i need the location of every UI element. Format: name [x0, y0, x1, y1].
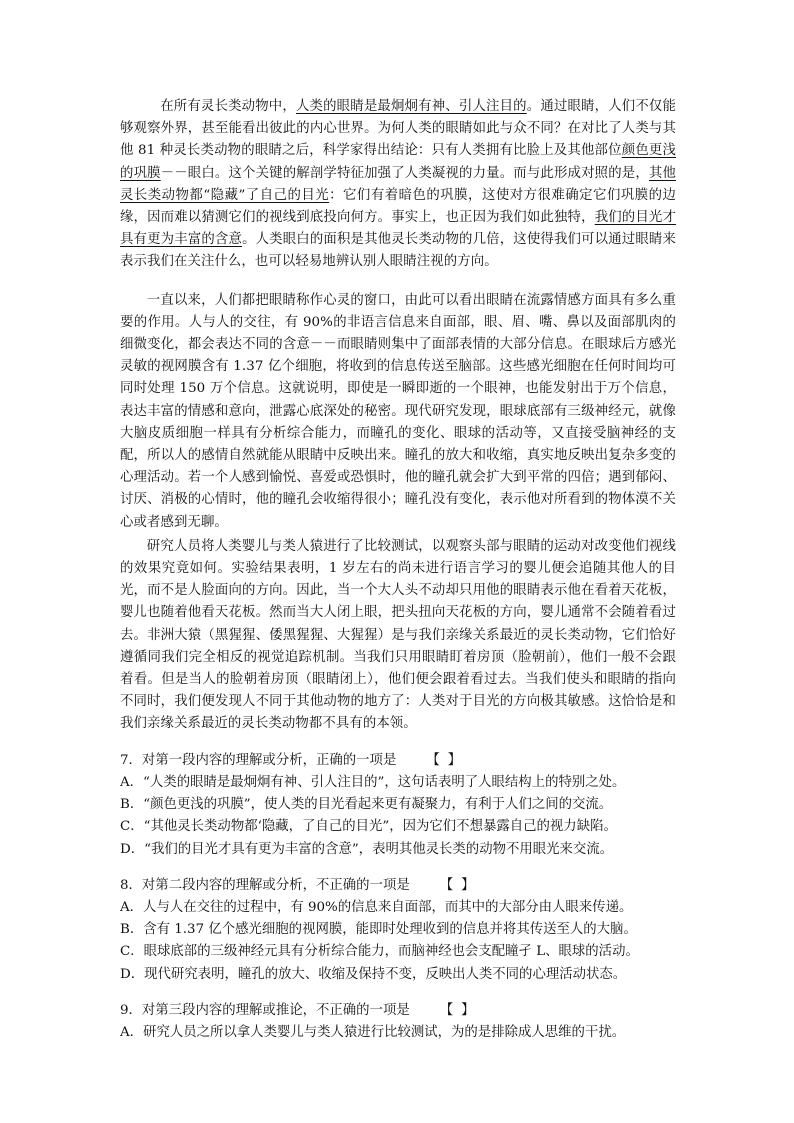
- answer-bracket: 【】: [426, 752, 470, 768]
- passage-paragraph-3: 研究人员将人类婴儿与类人猿进行了比较测试，以观察头部与眼睛的运动对改变他们视线的效果究竟如何。实验结果表明，1 岁左右的尚未进行语言学习的婴儿便会追随其他人的目光，而不是人脸面向的方向。因此，当一个大人头不动却只用他的眼睛表示他在看着天花板，婴儿也随着他看天花板。然而当大人闭上眼，把头扭向天花板的方向，婴儿通常不会随着看过去。非洲大猿（黑猩猩、倭黑猩猩、大猩猩）是与我们亲缘关系最近的灵长类动物，它们恰好遵循同我们完全相反的视觉追踪机制。当我们只用眼睛盯着房顶（脸朝前），他们一般不会跟着看。但是当人的脸朝着房顶（眼睛闭上），他们便会跟着看过去。当我们使头和眼睛的指向不同时，我们便发现人不同于其他动物的地方了：人类对于目光的方向极其敏感。这恰恰是和我们亲缘关系最近的灵长类动物都不具有的本领。: [120, 538, 676, 732]
- p1-text-2: 。通过眼睛，人们不仅能够观察外界，甚至能看出彼此的内心世界。为何人类的眼睛如此与众不同？在对比了人类与其他 81 种灵长类动物的眼睛之后，科学家得出结论：只有人类拥有比脸上及其他部位: [120, 99, 676, 159]
- question-stem: [120, 875, 676, 897]
- answer-bracket: 【】: [439, 877, 483, 893]
- option-c: C．“其他灵长类动物都‘隐藏，了自己的目光”，因为它们不想暴露自己的视力缺陷。: [120, 819, 617, 835]
- p1-text-1: 在所有灵长类动物中，: [160, 99, 296, 114]
- option-b: B．“颜色更浅的巩膜”，使人类的目光看起来更有凝聚力，有利于人们之间的交流。: [120, 797, 613, 813]
- document-page: [120, 96, 676, 1044]
- option-b: B．含有 1.37 亿个感光细胞的视网膜，能即时处理收到的信息并将其传送至人的大脑。: [120, 922, 637, 938]
- passage-paragraph-1: [120, 96, 676, 274]
- question-stem: [120, 750, 676, 772]
- question-9: [120, 1000, 676, 1044]
- p1-text-5: 。人类眼白的面积是其他灵长类动物的几倍，这使得我们可以通过眼睛来表示我们在关注什么，也可以轻易地辨认别人眼睛注视的方向。: [120, 232, 676, 270]
- answer-bracket: 【】: [439, 1002, 483, 1018]
- question-7: [120, 750, 676, 861]
- option-c: C．眼球底部的三级神经元具有分析综合能力，而脑神经也会支配瞳孑 L、眼球的活动。: [120, 944, 639, 960]
- question-stem-text: 9．对第三段内容的理解或推论，不正确的一项是: [120, 1002, 410, 1018]
- question-stem-text: 8．对第二段内容的理解或分析，不正确的一项是: [120, 877, 410, 893]
- question-stem: [120, 1000, 676, 1022]
- passage-paragraph-2: 一直以来，人们都把眼睛称作心灵的窗口，由此可以看出眼睛在流露情感方面具有多么重要的作用。人与人的交往，有 90%的非语言信息来自面部，眼、眉、嘴、鼻以及面部肌肉的细微变化，都会表达不同的含意－－而眼睛则集中了面部表情的大部分信息。在眼球后方感光灵敏的视网膜含有 1.37 亿个细胞，将收到的信息传送至脑部。这些感光细胞在任何时间均可同时处理 150 万个信息。这就说明，即使是一瞬即逝的一个眼神，也能发射出于万个信息，表达丰富的情感和意向，泄露心底深处的秘密。现代研究发现，眼球底部有三级神经元，就像大脑皮质细胞一样具有分析综合能力，而瞳孔的变化、眼球的活动等，又直接受脑神经的支配，所以人的感情自然就能从眼睛中反映出来。瞳孔的放大和收缩，真实地反映出复杂多变的心理活动。若一个人感到愉悦、喜爱或恐惧时，他的瞳孔就会扩大到平常的四倍；遇到郁闷、讨厌、消极的心情时，他的瞳孔会收缩得很小；瞳孔没有变化，表示他对所看到的物体漠不关心或者感到无聊。: [120, 292, 676, 530]
- p1-underline-3: 其他灵长类动物都“隐藏”了自己的目光: [120, 165, 676, 203]
- option-a: A．人与人在交往的过程中，有 90%的信息来自面部，而其中的大部分由人眼来传递。: [120, 899, 633, 915]
- p1-underline-2: 颜色更浅的巩膜: [120, 143, 676, 181]
- question-stem-text: 7．对第一段内容的理解或分析，正确的一项是: [120, 752, 397, 768]
- p1-text-4: ：它们有着暗色的巩膜，这使对方很难确定它们巩膜的边缘，因而难以猜测它们的视线到底投向何方。事实上，也正因为我们如此独特，: [120, 187, 677, 226]
- question-8: [120, 875, 676, 986]
- option-d: D．现代研究表明，瞳孔的放大、收缩及保持不变，反映出人类不同的心理活动状态。: [120, 966, 627, 982]
- p1-underline-1: 人类的眼睛是最炯炯有神、引人注目的: [295, 99, 527, 114]
- option-d: D．“我们的目光才具有更为丰富的含意”，表明其他灵长类的动物不用眼光来交流。: [120, 841, 614, 857]
- p1-text-3: －－眼白。这个关键的解剖学特征加强了人类凝视的力量。而与此形成对照的是，: [160, 165, 649, 181]
- p1-underline-4: 我们的目光才具有更为丰富的含意: [120, 210, 676, 248]
- option-a: A．“人类的眼睛是最炯炯有神、引人注目的”，这句话表明了人眼结构上的特别之处。: [120, 774, 626, 790]
- option-a: A．研究人员之所以拿人类婴儿与类人猿进行比较测试，为的是排除成人思维的干扰。: [120, 1024, 626, 1040]
